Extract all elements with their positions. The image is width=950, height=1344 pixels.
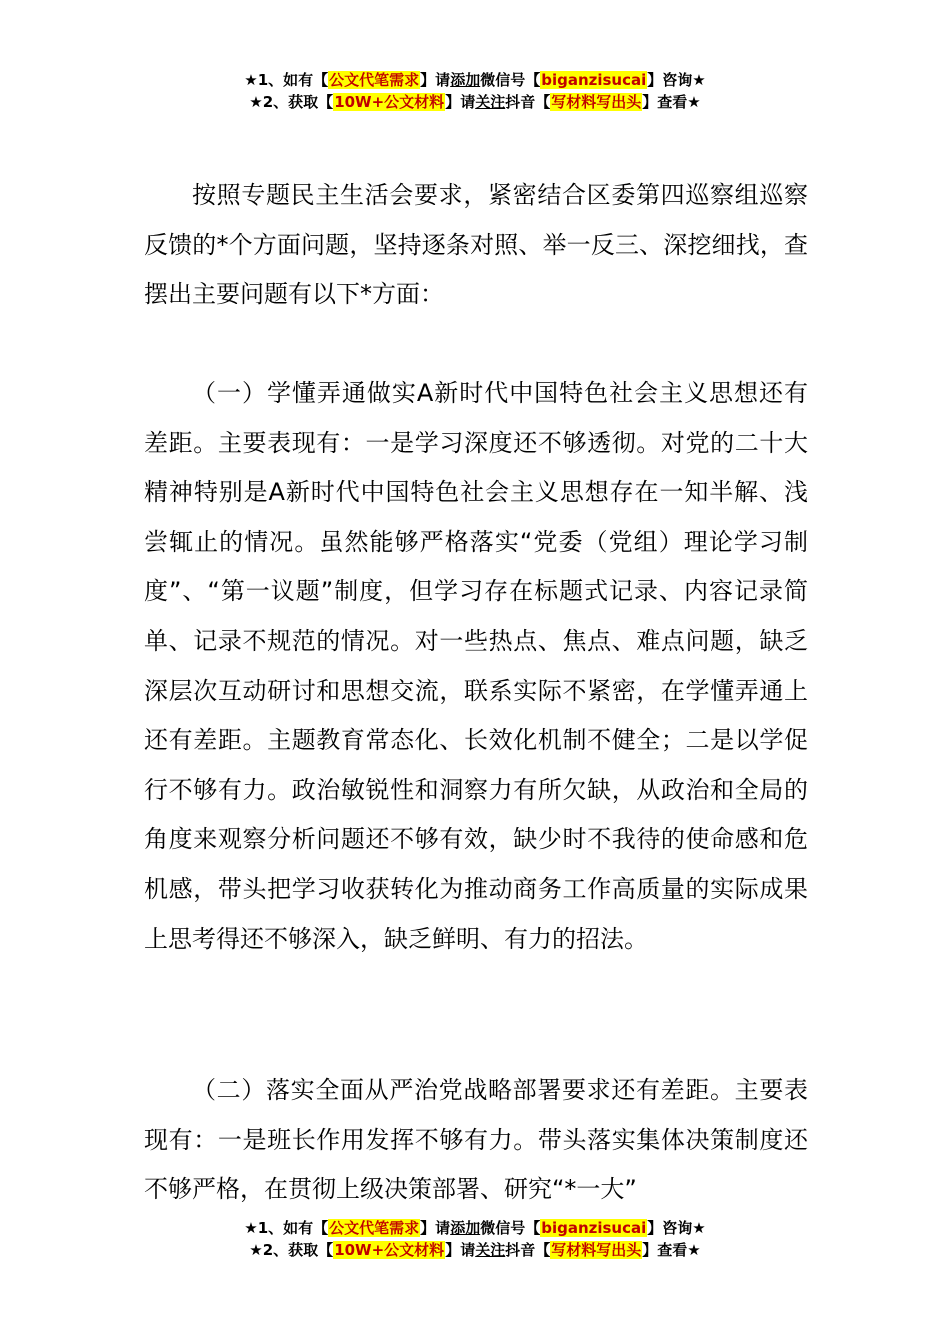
section-two-block	[144, 1066, 808, 1215]
highlight-service: 公文代笔需求	[329, 71, 420, 89]
banner-text: 】请	[420, 1219, 451, 1237]
highlight-materials: 10W+公文材料	[334, 1241, 445, 1259]
header-banner	[0, 69, 950, 113]
highlight-materials: 10W+公文材料	[334, 93, 445, 111]
banner-line-2	[0, 1239, 950, 1261]
banner-text: ★1、如有【	[244, 1219, 329, 1237]
highlight-douyin-account: 写材料写出头	[551, 1241, 642, 1259]
banner-text: ★1、如有【	[244, 71, 329, 89]
banner-text: 】查看★	[642, 93, 701, 111]
banner-text-emphasis: 关注	[475, 93, 506, 111]
banner-text: 】请	[445, 1241, 476, 1259]
highlight-douyin-account: 写材料写出头	[551, 93, 642, 111]
section-two-paragraph: （二）落实全面从严治党战略部署要求还有差距。主要表现有：一是班长作用发挥不够有力。带头落实集体决策制度还不够严格，在贯彻上级决策部署、研究“*一大”	[144, 1076, 808, 1204]
banner-line-2	[0, 91, 950, 113]
intro-paragraph: 按照专题民主生活会要求，紧密结合区委第四巡察组巡察反馈的*个方面问题，坚持逐条对照、举一反三、深挖细找，查摆出主要问题有以下*方面：	[144, 181, 808, 309]
banner-line-1	[0, 1217, 950, 1239]
banner-text: 】咨询★	[647, 71, 706, 89]
footer-banner	[0, 1217, 950, 1261]
banner-text: 】请	[445, 93, 476, 111]
banner-text: 】请	[420, 71, 451, 89]
section-one-block	[144, 369, 808, 964]
section-one-paragraph: （一）学懂弄通做实A新时代中国特色社会主义思想还有差距。主要表现有：一是学习深度还不够透彻。对党的二十大精神特别是A新时代中国特色社会主义思想存在一知半解、浅尝辄止的情况。虽然能够严格落实“党委（党组）理论学习制度”、“第一议题”制度，但学习存在标题式记录、内容记录简单、记录不规范的情况。对一些热点、焦点、难点问题，缺乏深层次互动研讨和思想交流，联系实际不紧密，在学懂弄通上还有差距。主题教育常态化、长效化机制不健全；二是以学促行不够有力。政治敏锐性和洞察力有所欠缺，从政治和全局的角度来观察分析问题还不够有效，缺少时不我待的使命感和危机感，带头把学习收获转化为推动商务工作高质量的实际成果上思考得还不够深入，缺乏鲜明、有力的招法。	[144, 379, 808, 953]
banner-text: 抖音【	[505, 93, 551, 111]
banner-line-1	[0, 69, 950, 91]
highlight-wechat-id: biganzisucai	[541, 71, 647, 89]
banner-text-emphasis: 添加	[450, 71, 481, 89]
banner-text: 微信号【	[480, 71, 541, 89]
banner-text-emphasis: 关注	[475, 1241, 506, 1259]
banner-text: 抖音【	[505, 1241, 551, 1259]
banner-text: 】咨询★	[647, 1219, 706, 1237]
banner-text: ★2、获取【	[249, 93, 334, 111]
banner-text: 】查看★	[642, 1241, 701, 1259]
banner-text: 微信号【	[480, 1219, 541, 1237]
banner-text: ★2、获取【	[249, 1241, 334, 1259]
highlight-service: 公文代笔需求	[329, 1219, 420, 1237]
banner-text-emphasis: 添加	[450, 1219, 481, 1237]
highlight-wechat-id: biganzisucai	[541, 1219, 647, 1237]
intro-paragraph-block	[144, 171, 808, 320]
